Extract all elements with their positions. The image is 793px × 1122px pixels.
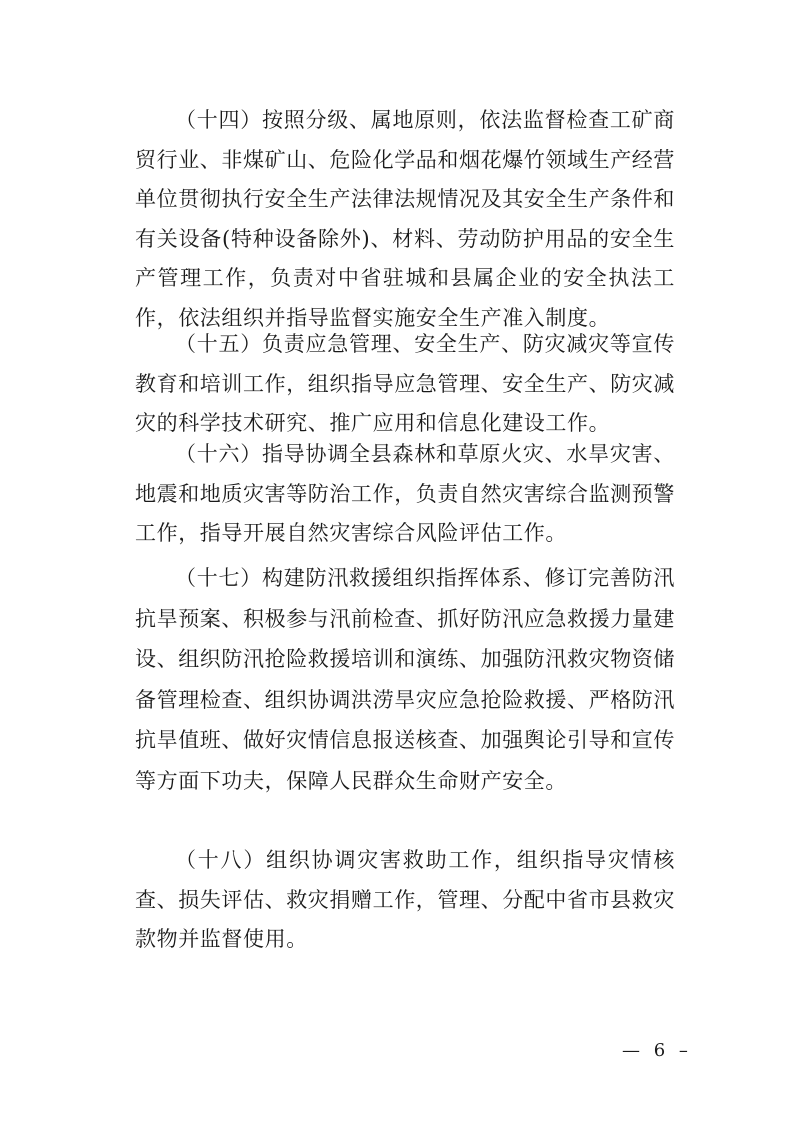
paragraph-18: （十八）组织协调灾害救助工作，组织指导灾情核查、损失评估、救灾捐赠工作，管理、分配中省市县救灾款物并监督使用。 (135, 848, 675, 952)
paragraph-14: （十四）按照分级、属地原则，依法监督检查工矿商贸行业、非煤矿山、危险化学品和烟花爆竹领域生产经营单位贯彻执行安全生产法律法规情况及其安全生产条件和有关设备(特种设备除外)、材料、劳动防护用品的安全生产管理工作，负责对中省驻城和县属企业的安全执法工作，依法组织并指导监督实施安全生产准入制度。 (135, 108, 675, 330)
paragraph-16: （十六）指导协调全县森林和草原火灾、水旱灾害、地震和地质灾害等防治工作，负责自然灾害综合监测预警工作，指导开展自然灾害综合风险评估工作。 (135, 442, 675, 546)
page-number: — 6 – (622, 1040, 692, 1061)
paragraph-15: （十五）负责应急管理、安全生产、防灾减灾等宣传教育和培训工作，组织指导应急管理、安全生产、防灾减灾的科学技术研究、推广应用和信息化建设工作。 (135, 332, 675, 436)
paragraph-17: （十七）构建防汛救援组织指挥体系、修订完善防汛抗旱预案、积极参与汛前检查、抓好防汛应急救援力量建设、组织防汛抢险救援培训和演练、加强防汛救灾物资储备管理检查、组织协调洪涝旱灾应急抢险救援、严格防汛抗旱值班、做好灾情信息报送核查、加强舆论引导和宣传等方面下功夫，保障人民群众生命财产安全。 (135, 566, 675, 793)
